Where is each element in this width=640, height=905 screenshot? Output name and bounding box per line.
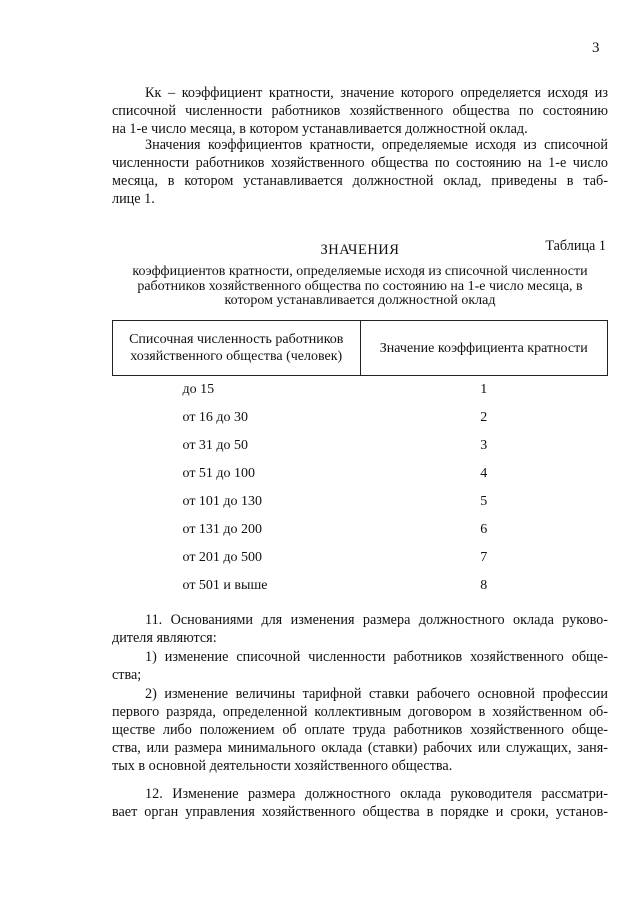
- table-row: [113, 460, 608, 488]
- cell-headcount: до 15: [182, 382, 215, 397]
- subheading-line: коэффициентов кратности, определяемые исходя из списочной численности: [132, 264, 588, 279]
- cell-coefficient: 1: [480, 382, 488, 397]
- text-line: на 1-е число месяца, в котором устанавливается должностной оклад.: [112, 121, 528, 137]
- cell-headcount: от 16 до 30: [182, 410, 249, 425]
- table-row: [113, 572, 608, 600]
- text-line: численности работников хозяйственного общества по состоянию на 1-е число: [112, 155, 608, 171]
- table-header-row: [113, 321, 608, 376]
- cell-headcount: от 51 до 100: [182, 466, 256, 481]
- paragraph-12: [112, 785, 608, 821]
- table-subheading: [112, 265, 608, 309]
- cell-coefficient: 6: [480, 522, 488, 537]
- cell-coefficient: 2: [480, 410, 488, 425]
- text-line: 12. Изменение размера должностного оклада руководителя рассматри-: [145, 786, 608, 802]
- text-line: Значения коэффициентов кратности, определяемые исходя из списочной: [145, 137, 608, 153]
- text-line: месяца, в котором устанавливается должностной оклад, приведены в таб-: [112, 173, 608, 189]
- cell-headcount: от 501 и выше: [182, 578, 268, 593]
- subheading-line: работников хозяйственного общества по состоянию на 1-е число месяца, в: [137, 278, 583, 294]
- subheading-line: котором устанавливается должностной оклад: [224, 293, 496, 308]
- cell-coefficient: 8: [480, 578, 488, 593]
- text-line: 2) изменение величины тарифной ставки рабочего основной профессии: [145, 686, 608, 702]
- table-row: [113, 544, 608, 572]
- header-headcount: Списочная численность работников хозяйственного общества (человек): [113, 321, 361, 376]
- table-row: [113, 516, 608, 544]
- cell-headcount: от 131 до 200: [182, 522, 263, 537]
- text-line: ства;: [112, 667, 142, 683]
- text-line: ществе либо положением об оплате труда работников хозяйственного обще-: [112, 722, 608, 738]
- text-line: 11. Основаниями для изменения размера должностного оклада руково-: [145, 612, 608, 628]
- table-caption: Таблица 1: [545, 238, 606, 254]
- cell-coefficient: 7: [480, 550, 488, 565]
- cell-headcount: от 31 до 50: [182, 438, 249, 453]
- paragraph-11-item-1: [112, 648, 608, 684]
- text-line: ства, или размера минимального оклада (ставки) рабочих или служащих, заня-: [112, 740, 608, 756]
- table-row: [113, 404, 608, 432]
- paragraph-coefficient-values: [112, 136, 608, 208]
- cell-coefficient: 5: [480, 494, 488, 509]
- cell-headcount: от 201 до 500: [182, 550, 263, 565]
- text-line: первого разряда, определенной коллективным договором в хозяйственном об-: [112, 704, 608, 720]
- text-line: 1) изменение списочной численности работников хозяйственного обще-: [145, 649, 608, 665]
- paragraph-11-item-2: [112, 685, 608, 775]
- text-line: вает орган управления хозяйственного общества в порядке и сроки, установ-: [112, 804, 608, 820]
- cell-coefficient: 3: [480, 438, 488, 453]
- text-line: лице 1.: [112, 191, 155, 207]
- header-coefficient: Значение коэффициента кратности: [360, 321, 608, 376]
- page-number: 3: [592, 40, 600, 56]
- text-line: Кк – коэффициент кратности, значение которого определяется исходя из: [145, 85, 608, 101]
- table-row: [113, 432, 608, 460]
- paragraph-11: [112, 611, 608, 647]
- cell-coefficient: 4: [480, 466, 488, 481]
- coefficient-table: [112, 320, 608, 600]
- text-line: тых в основной деятельности хозяйственного общества.: [112, 758, 453, 774]
- table-heading: ЗНАЧЕНИЯ: [320, 242, 400, 258]
- text-line: дителя являются:: [112, 630, 217, 646]
- cell-headcount: от 101 до 130: [182, 494, 263, 509]
- table-row: [113, 488, 608, 516]
- table-row: [113, 376, 608, 405]
- paragraph-kk-definition: [112, 84, 608, 138]
- text-line: списочной численности работников хозяйственного общества по состоянию: [112, 103, 608, 119]
